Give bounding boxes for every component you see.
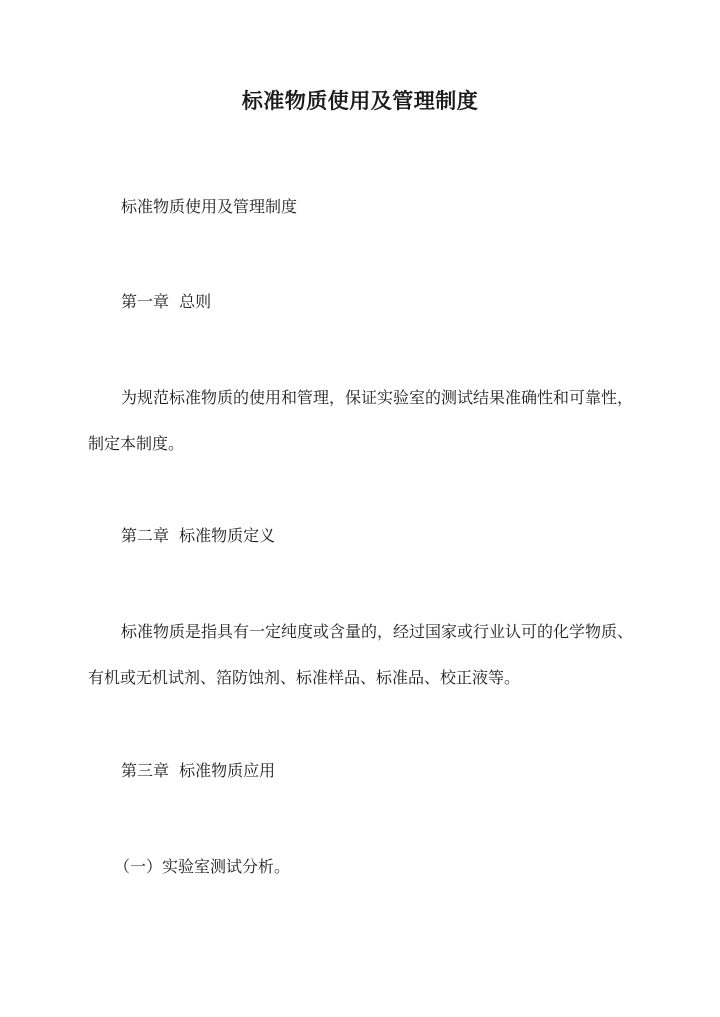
chapter-3-heading: 第三章 标准物质应用 xyxy=(121,761,276,780)
paragraph-doc-heading: 标准物质使用及管理制度 xyxy=(121,197,298,216)
chapter-1-heading: 第一章 总则 xyxy=(121,292,212,311)
chapter-2-heading: 第二章 标准物质定义 xyxy=(121,526,276,545)
paragraph-purpose: 为规范标准物质的使用和管理，保证实验室的测试结果准确性和可靠性，制定本制度。 xyxy=(88,388,634,453)
document-title: 标准物质使用及管理制度 xyxy=(241,88,479,113)
paragraph-definition: 标准物质是指具有一定纯度或含量的，经过国家或行业认可的化学物质、有机或无机试剂、箔防蚀剂、标准样品、标准品、校正液等。 xyxy=(88,622,634,687)
list-item-lab-testing: （一）实验室测试分析。 xyxy=(114,857,291,876)
